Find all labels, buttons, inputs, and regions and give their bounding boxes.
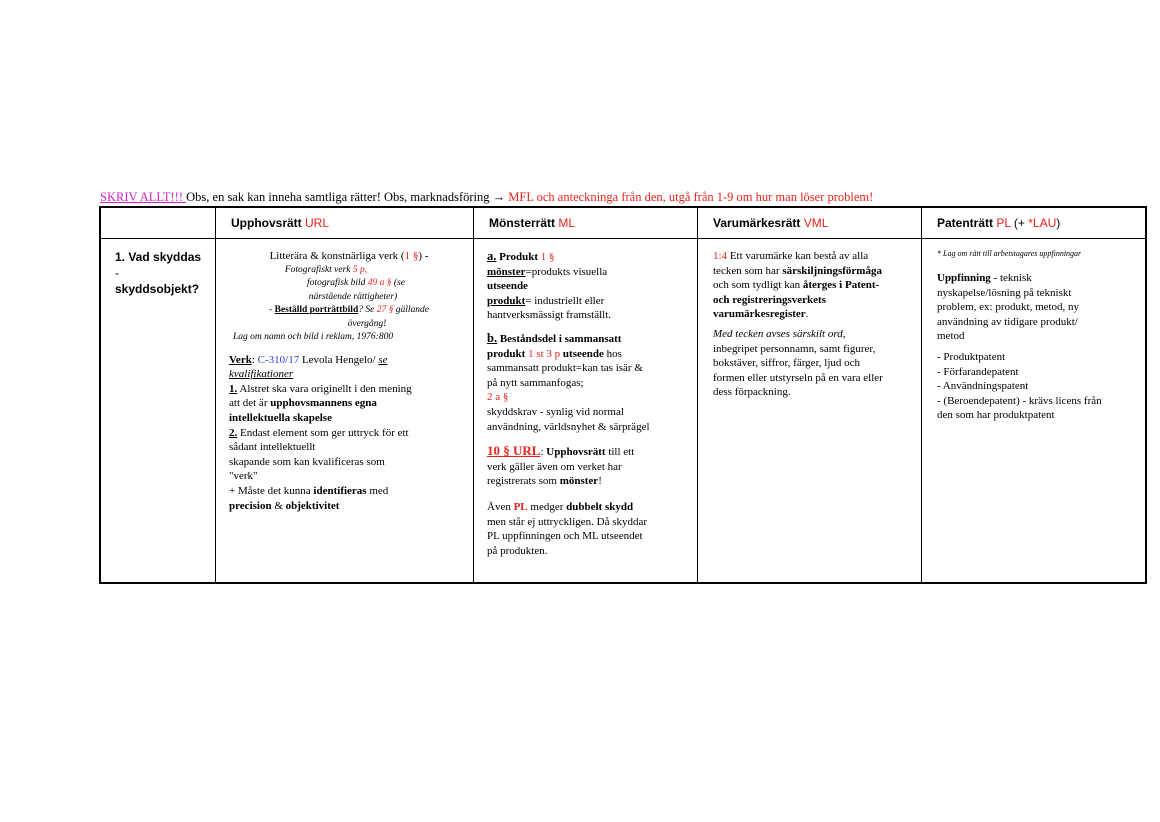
instruction-note [100,190,1150,205]
pl-list-item: - (Beroendepatent) - krävs licens från [937,394,1102,407]
column-divider [473,208,474,582]
cell-url: Litterära & konstnärliga verk (1 §) - Fotografiskt verk 5 p, fotografisk bild 49 a § (se närstående rättigheter) - Beställd porträttbild? Se 27 § gällande övergång! Lag om namn och bild i reklam, 1976:800 Verk: C-310/17 Levola Hengelo/ se kvalifikationer 1. Alstret ska vara originellt i den mening att det är upphovsmannens egna intellektuella skapelse 2. Endast element som ger uttryck för ett sådant intellektuellt skapande som kan kvalificeras som "verk" + Måste det kunna identifieras med precision & objektivitet [229,250,429,512]
header-varumarkesratt: Varumärkesrätt VML [713,216,829,230]
header-monsterratt: Mönsterrätt ML [489,216,576,230]
row-label: 1. Vad skyddas - skyddsobjekt? [115,250,202,296]
cell-vml: 1:4 Ett varumärke kan bestå av alla tecken som har särskiljningsförmåga och som tydligt kan återges i Patent- och registreringsverkets varumärkesregister. Med tecken avses särskilt ord, inbegripet personnamn, samt figurer, bokstäver, siffror, färger, ljud och formen eller utstyrseln på en vara eller dess förpackning. [713,250,883,399]
note-prefix: SKRIV ALLT!!! [100,190,187,204]
header-divider [101,238,1145,239]
pl-list-item: - Produktpatent [937,350,1006,363]
note-text: Obs, en sak kan inneha samtliga rätter! Obs, marknadsföring → [186,190,509,204]
cell-pl: * Lag om rätt till arbetstagares uppfinningar Uppfinning - teknisk nyskapelse/lösning på tekniskt problem, ex: produkt, metod, ny användning av tidigare produkt/ metod - Produktpatent - Förfarandepatent - Användningspatent - (Beroendepatent) - krävs licens från den som har produktpatent [937,249,1143,423]
rights-table [99,206,1147,584]
column-divider [921,208,922,582]
cell-ml: a. Produkt 1 § mönster=produkts visuella utseende produkt= industriellt eller hantverksmässigt framställt. b. Beståndsdel i sammansatt produkt 1 st 3 p utseende hos sammansatt produkt=kan tas isär & på nytt sammanfogas; 2 a § skyddskrav - synlig vid normal användning, världsnyhet & särprägel 10 § URL: Upphovsrätt till ett verk gäller även om verket har registrerats som mönster! Även PL medger dubbelt skydd men står ej uttryckligen. Då skyddar PL uppfinningen och ML utseendet på produkten. [487,249,650,557]
header-upphovsratt: Upphovsrätt URL [231,216,330,230]
note-red-text: MFL och anteckninga från den, utgå från 1-9 om hur man löser problem! [508,190,874,204]
column-divider [697,208,698,582]
column-divider [215,208,216,582]
header-patentratt: Patenträtt PL (+ *LAU) [937,216,1061,230]
pl-list-item: - Förfarandepatent [937,365,1019,378]
pl-list-item: - Användningspatent [937,380,1029,393]
